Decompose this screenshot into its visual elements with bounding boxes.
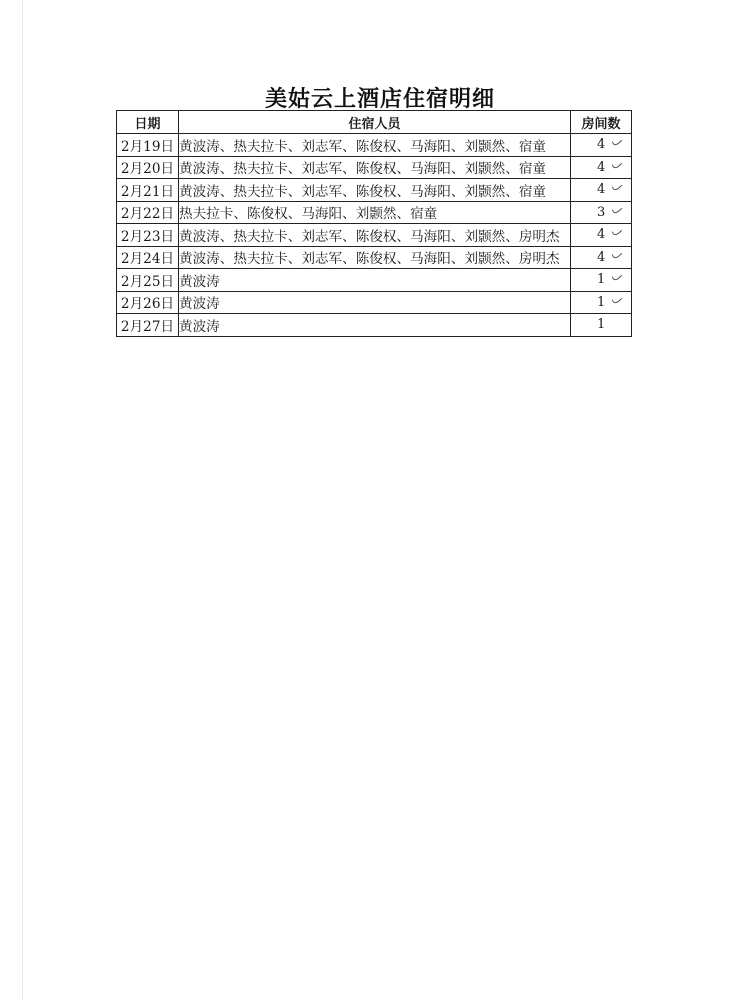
rooms-cell [571,134,632,157]
guests-cell: 热夫拉卡、陈俊权、马海阳、刘颢然、宿童 [179,201,571,224]
rooms-cell [571,156,632,179]
check-mark-icon [611,227,623,237]
room-count: 4 [597,227,606,242]
check-mark-icon [611,182,623,192]
check-mark-icon [611,317,623,327]
check-mark-icon [611,250,623,260]
table-header-row [117,111,632,134]
table-row [117,134,632,157]
room-count: 4 [597,137,606,152]
table-row [117,314,632,337]
guests-cell: 黄波涛、热夫拉卡、刘志军、陈俊权、马海阳、刘颢然、宿童 [179,134,571,157]
room-count: 1 [597,294,606,310]
check-mark-icon [611,295,623,305]
room-count: 4 [597,182,606,197]
check-mark-icon [611,272,623,282]
rooms-cell [571,314,632,337]
table-row [117,246,632,269]
date-cell: 2月24日 [117,246,179,269]
guests-cell: 黄波涛、热夫拉卡、刘志军、陈俊权、马海阳、刘颢然、房明杰 [179,246,571,269]
guests-cell: 黄波涛、热夫拉卡、刘志军、陈俊权、马海阳、刘颢然、宿童 [179,156,571,179]
table-row [117,291,632,314]
lodging-detail-table [116,110,632,337]
guests-cell: 黄波涛 [179,314,571,337]
rooms-cell [571,224,632,247]
table-row [117,156,632,179]
column-header-guests: 住宿人员 [179,111,571,134]
guests-cell: 黄波涛、热夫拉卡、刘志军、陈俊权、马海阳、刘颢然、宿童 [179,179,571,202]
room-count: 1 [597,317,606,332]
table-row [117,269,632,292]
date-cell: 2月23日 [117,224,179,247]
table-row [117,224,632,247]
guests-cell: 黄波涛 [179,269,571,292]
column-header-date: 日期 [117,111,179,134]
check-mark-icon [611,205,623,215]
date-cell: 2月21日 [117,179,179,202]
table-row [117,201,632,224]
room-count: 4 [597,159,606,175]
table-row [117,179,632,202]
date-cell: 2月25日 [117,269,179,292]
guests-cell: 黄波涛、热夫拉卡、刘志军、陈俊权、马海阳、刘颢然、房明杰 [179,224,571,247]
scan-edge-shadow [22,0,23,1000]
rooms-cell [571,269,632,292]
date-cell: 2月27日 [117,314,179,337]
room-count: 1 [597,272,606,287]
document-title: 美姑云上酒店住宿明细 [264,86,495,112]
room-count: 4 [597,249,606,265]
rooms-cell [571,201,632,224]
rooms-cell [571,291,632,314]
date-cell: 2月22日 [117,201,179,224]
date-cell: 2月19日 [117,134,179,157]
date-cell: 2月26日 [117,291,179,314]
rooms-cell [571,246,632,269]
date-cell: 2月20日 [117,156,179,179]
column-header-rooms: 房间数 [571,111,632,134]
check-mark-icon [611,137,623,147]
check-mark-icon [611,160,623,170]
room-count: 3 [597,204,606,220]
guests-cell: 黄波涛 [179,291,571,314]
rooms-cell [571,179,632,202]
